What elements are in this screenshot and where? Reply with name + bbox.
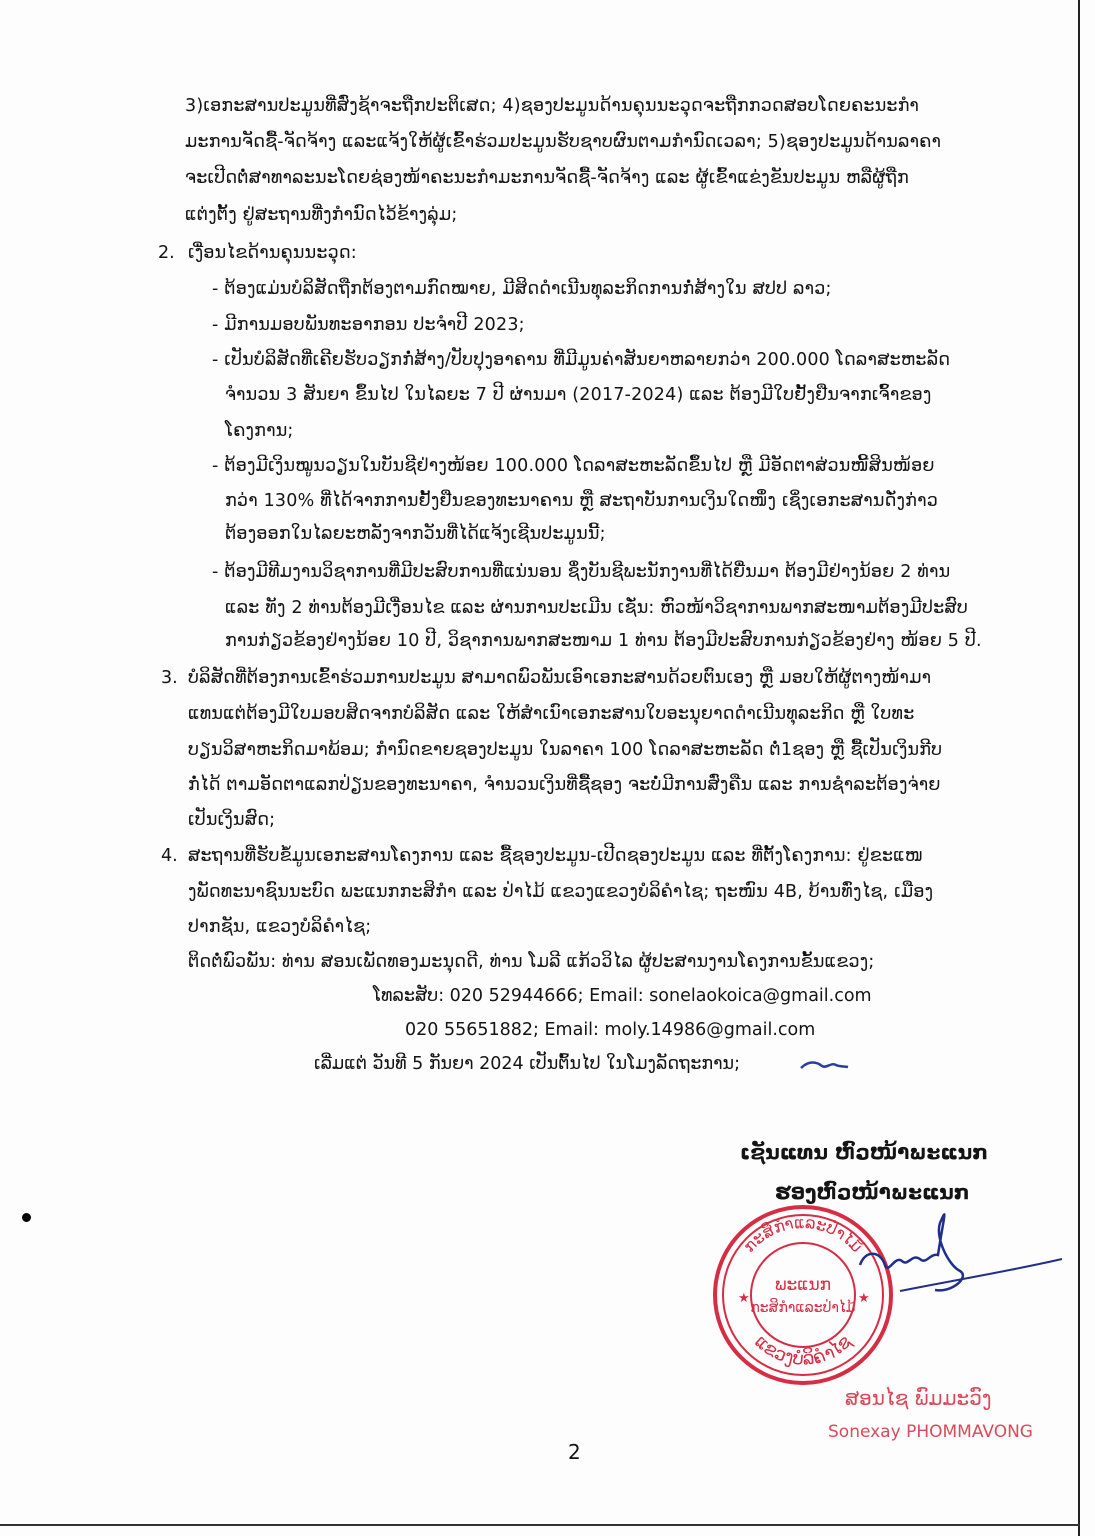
paragraph-line: ແຕ່ງຕັ້ງ ຢູ່ສະຖານທີ່ງກຳນົດໄວ້ຂ້າງລຸ່ມ; — [185, 205, 458, 225]
paragraph-line: ແທນແຕ່ຕ້ອງມີໃບມອບສິດຈາກບໍລິສັດ ແລະ ໃຫ້ສຳເນົາເອກະສານໃບອະນຸຍາດດຳເນີນທຸລະກິດ ຫຼື ໃບທະ — [188, 704, 915, 724]
page-number: 2 — [568, 1440, 581, 1464]
start-date: ເລີ່ມແຕ່ ວັນທີ 5 ກັນຍາ 2024 ເປັນຕົ້ນໄປ ໃນໂມງລັດຖະການ; — [314, 1054, 740, 1074]
item-number: 2. — [158, 243, 175, 263]
star-icon: ★ — [738, 1291, 750, 1306]
star-icon: ★ — [858, 1291, 870, 1306]
bullet-line: - ຕ້ອງແມ່ນບໍລິສັດຖືກຕ້ອງຕາມກົດໝາຍ, ມີສິດດຳເນີນທຸລະກິດການກໍ່ສ້າງໃນ ສປປ ລາວ; — [212, 279, 832, 299]
signature-subtitle: ຮອງຫົວໜ້າພະແນກ — [775, 1180, 970, 1204]
paragraph-line: ສະຖານທີ່ຮັບຂໍ້ມູນເອກະສານໂຄງການ ແລະ ຊື້ຊອງປະມູນ-ເປີດຊອງປະມູນ ແລະ ທີ່ຕັ້ງໂຄງການ: ຢູ່ຂະແໜ — [188, 846, 924, 866]
paragraph-line: ກໍ່ໄດ້ ຕາມອັດຕາແລກປ່ຽນຂອງທະນາຄາ, ຈຳນວນເງິນທີ່ຊື້ຊອງ ຈະບໍ່ມີການສົ່ງຄືນ ແລະ ການຊຳລະຕ້ອງຈ່າຍ — [188, 775, 941, 795]
handwritten-signature — [840, 1195, 1065, 1310]
bullet-line: - ຕ້ອງມີທີມງານວິຊາການທີ່ມີປະສົບການທີ່ແນ່ນອນ ຊຶ່ງບັນຊີພະນັກງານທີ່ໄດ້ຍື່ນມາ ຕ້ອງມີຢ່າງນ້ອຍ 2 ທ່ານ — [212, 562, 951, 582]
paragraph-line: ບໍລິສັດທີ່ຕ້ອງການເຂົ້າຮ່ວມການປະມູນ ສາມາດພົວພັນເອົາເອກະສານດ້ວຍຕົນເອງ ຫຼື ມອບໃຫ້ຜູ້ຕາງໜ້າມາ — [188, 668, 932, 688]
initial-mark — [798, 1055, 850, 1075]
bullet-line: - ເປັນບໍລິສັດທີ່ເຄີຍຮັບວຽກກໍ່ສ້າງ/ປັບປຸງອາຄານ ທີ່ມີມູນຄ່າສັນຍາຫລາຍກວ່າ 200.000 ໂດລາສະຫະລັດ — [212, 350, 951, 370]
paragraph-line: ຈະເປີດຕໍ່ສາທາລະນະໂດຍຊ່ອງໜ້າຄະນະກຳມະການຈັດຊື້-ຈັດຈ້າງ ແລະ ຜູ້ເຂົ້າແຂ່ງຂັນປະມູນ ຫລືຜູ້ຖືກ — [185, 168, 909, 188]
stamp-dept-2: ກະສິກຳແລະປ່າໄມ້ — [750, 1300, 856, 1316]
bullet-line: - ຕ້ອງມີເງິນໝູນວຽນໃນບັນຊີຢ່າງໜ້ອຍ 100.000 ໂດລາສະຫະລັດຂຶ້ນໄປ ຫຼື ມີອັດຕາສ່ວນໜີ້ສິນໜ້ອຍ — [212, 456, 935, 476]
page-edge-bottom — [0, 1524, 1080, 1526]
item-title: ເງື່ອນໄຂດ້ານຄຸນນະວຸດ: — [188, 243, 357, 263]
contact-line: ຕິດຕໍ່ພົວພັນ: ທ່ານ ສອນເພັດທອງມະນຸດດີ, ທ່ານ ໂມລີ ແກ້ວວິໄລ ຜູ້ປະສານງານໂຄງການຂັ້ນແຂວງ; — [188, 952, 875, 972]
bullet-line: ໂຄງການ; — [225, 421, 294, 441]
item-number: 4. — [161, 846, 178, 866]
contact-phone-1: ໂທລະສັບ: 020 52944666; Email: sonelaokoica@gmail.com — [373, 986, 872, 1006]
bullet-line: - ມີການມອບພັນທະອາກອນ ປະຈຳປີ 2023; — [212, 315, 525, 335]
item-number: 3. — [161, 668, 178, 688]
bullet-line: ຈຳນວນ 3 ສັນຍາ ຂຶ້ນໄປ ໃນໄລຍະ 7 ປີ ຜ່ານມາ (2017-2024) ແລະ ຕ້ອງມີໃບຢັ້ງຢືນຈາກເຈົ້າຂອງ — [225, 385, 932, 405]
stamp-ring-top: ກະສິກຳແລະປ່າໄມ້ — [739, 1212, 867, 1256]
page-edge-right — [1078, 0, 1080, 1536]
contact-phone-2: 020 55651882; Email: moly.14986@gmail.com — [405, 1020, 816, 1040]
signature-title: ເຊັນແທນ ຫົວໜ້າພະແນກ — [740, 1140, 988, 1164]
bullet-line: ແລະ ທັງ 2 ທ່ານຕ້ອງມີເງື່ອນໄຂ ແລະ ຜ່ານການປະເມີນ ເຊັ່ນ: ຫົວໜ້າວິຊາການພາກສະໜາມຕ້ອງມີປະສົບ — [225, 598, 968, 618]
paragraph-line: ປາກຊັນ, ແຂວງບໍລິຄຳໄຊ; — [188, 917, 372, 937]
paragraph-line: ເປັນເງິນສົດ; — [188, 810, 276, 830]
paragraph-line: 3)ເອກະສານປະມູນທີ່ສົ່ງຊ້າຈະຖືກປະຕິເສດ; 4)ຊອງປະມູນດ້ານຄຸນນະວຸດຈະຖືກກວດສອບໂດຍຄະນະກຳ — [185, 96, 920, 116]
paragraph-line: ງພັດທະນາຊົນນະບົດ ພະແນກກະສິກຳ ແລະ ປ່າໄມ້ ແຂວງແຂວງບໍລິຄຳໄຊ; ຖະໜົນ 4B, ບ້ານທົ່ງໄຊ, ເມືອງ — [188, 882, 934, 902]
stamp-dept: ພະແນກ — [774, 1275, 832, 1295]
signer-name-en: Sonexay PHOMMAVONG — [828, 1422, 1033, 1442]
margin-dot — [22, 1213, 31, 1222]
stamp-ring-bottom: ແຂວງບໍລິຄຳໄຊ — [750, 1331, 856, 1370]
signer-name-lao: ສອນໄຊ ພົມມະວົງ — [845, 1386, 992, 1410]
paragraph-line: ມະການຈັດຊື້-ຈັດຈ້າງ ແລະແຈ້ງໃຫ້ຜູ້ເຂົ້າຮ່ວມປະມູນຮັບຊາບຜົນຕາມກຳນົດເວລາ; 5)ຊອງປະມູນດ້ານລາຄາ — [185, 132, 942, 152]
bullet-line: ກວ່າ 130% ທີ່ໄດ້ຈາກການຢັ້ງຢືນຂອງທະນາຄານ ຫຼື ສະຖາບັນການເງິນໃດໜຶ່ງ ເຊິ່ງເອກະສານດັ່ງກ່າວ — [225, 491, 939, 511]
bullet-line: ການກ່ຽວຂ້ອງຢ່າງນ້ອຍ 10 ປີ, ວິຊາການພາກສະໜາມ 1 ທ່ານ ຕ້ອງມີປະສົບການກ່ຽວຂ້ອງຢ່າງ ໜ້ອຍ 5 ປີ. — [225, 631, 982, 651]
paragraph-line: ບຽນວິສາຫະກິດມາພ້ອມ; ກຳນົດຂາຍຊອງປະມູນ ໃນລາຄາ 100 ໂດລາສະຫະລັດ ຕໍ່1ຊອງ ຫຼື ຊື້ເປັນເງິນກີບ — [188, 740, 943, 760]
bullet-line: ຕ້ອງອອກໃນໄລຍະຫລັງຈາກວັນທີ່ໄດ້ແຈ້ງເຊີນປະມູນນີ້; — [225, 524, 606, 544]
